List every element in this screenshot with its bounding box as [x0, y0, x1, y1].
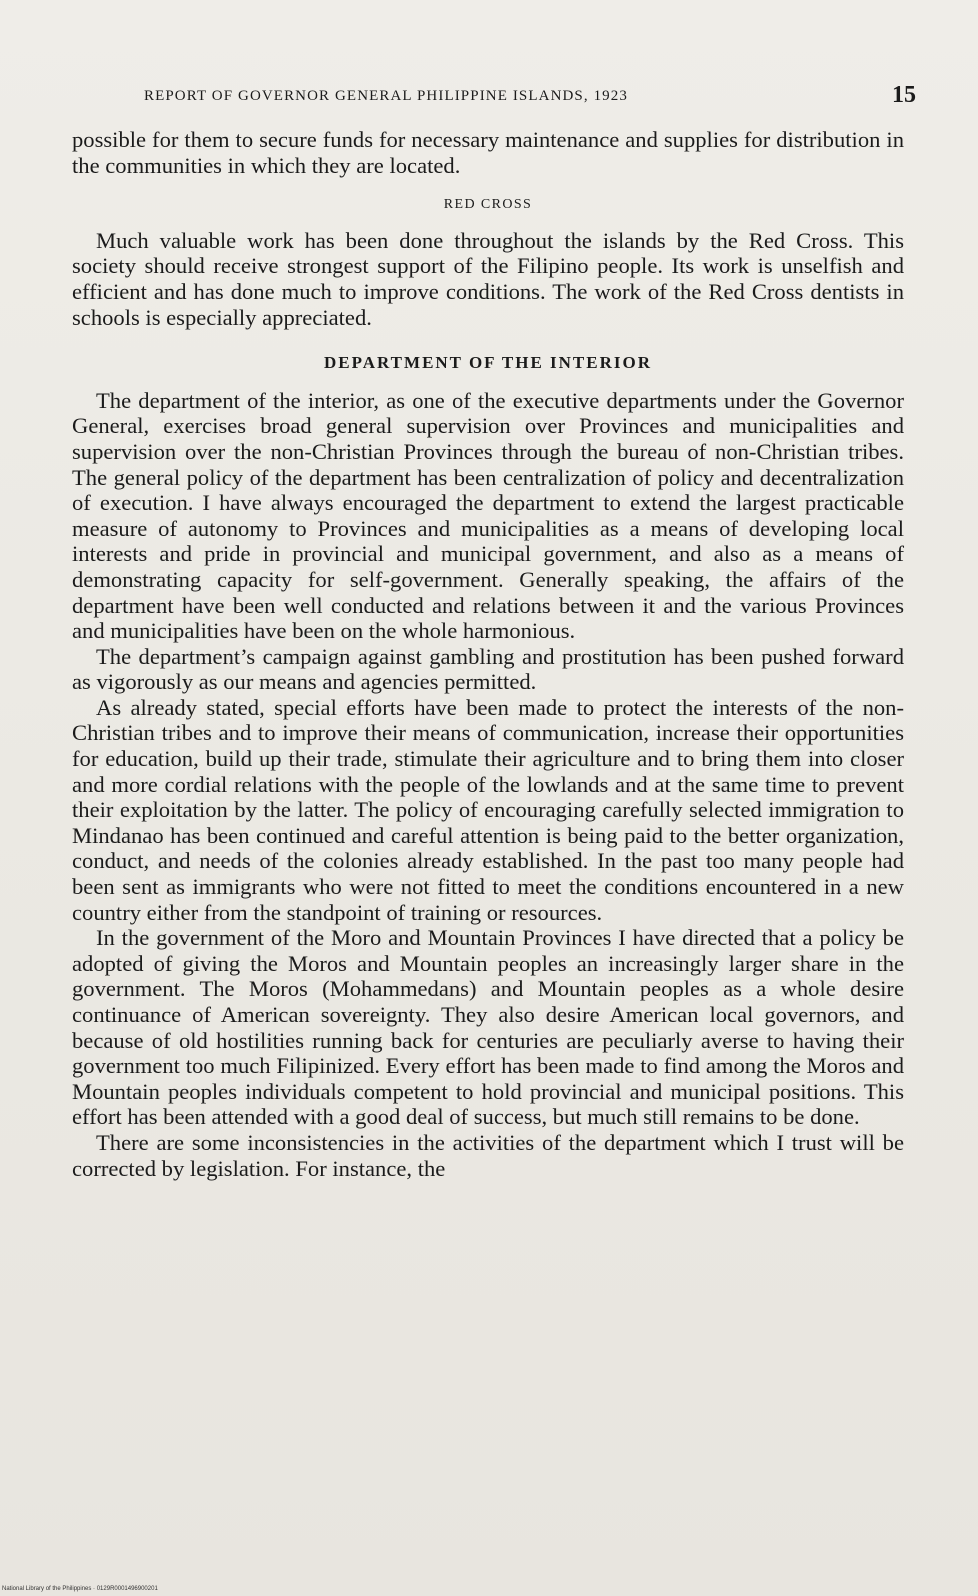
running-head: REPORT OF GOVERNOR GENERAL PHILIPPINE ISLANDS, 1923 — [144, 88, 628, 104]
interior-paragraph-1: The department of the interior, as one of the executive departments under the Governor General, exercises broad general supervision over Provinces and municipalities and supervision over the non-Christian Provinces through the bureau of non-Christian tribes. The general policy of the department has been centralization of policy and decentralization of execution. I have always encouraged the department to extend the largest practicable measure of autonomy to Provinces and municipalities as a means of developing local interests and pride in provincial and municipal government, and also as a means of demonstrating capacity for self-government. Generally speaking, the affairs of the department have been well conducted and relations between it and the various Provinces and municipalities have been on the whole harmonious. — [72, 387, 904, 644]
scan-footer-note: National Library of the Philippines · 0129R0001496900201 — [2, 1586, 158, 1592]
page-number: 15 — [892, 82, 916, 108]
interior-paragraph-4: In the government of the Moro and Mountain Provinces I have directed that a policy be adopted of giving the Moros and Mountain peoples an increasingly larger share in the government. The Moros (Mohammedans) and Mountain peoples as a whole desire continuance of American sovereignty. They also desire American local governors, and because of old hostilities running back for centuries are peculiarly averse to having their government too much Filipinized. Every effort has been made to find among the Moros and Mountain peoples individuals competent to hold provincial and municipal positions. This effort has been attended with a good deal of success, but much still remains to be done. — [72, 925, 904, 1130]
interior-paragraph-5: There are some inconsistencies in the activities of the department which I trust will be corrected by legislation. For instance, the — [72, 1129, 904, 1181]
intro-paragraph: possible for them to secure funds for necessary maintenance and supplies for distribution in the communities in which they are located. — [72, 127, 904, 178]
interior-heading: DEPARTMENT OF THE INTERIOR — [323, 353, 652, 373]
red-cross-paragraph: Much valuable work has been done throughout the islands by the Red Cross. This society should receive strongest support of the Filipino people. Its work is unselfish and efficient and has done much to improve conditions. The work of the Red Cross dentists in schools is especially appreciated. — [72, 227, 904, 330]
page-header — [136, 82, 916, 116]
red-cross-heading: RED CROSS — [443, 197, 533, 213]
interior-paragraph-2: The department’s campaign against gambling and prostitution has been pushed forward as vigorously as our means and agencies permitted. — [72, 643, 904, 695]
interior-paragraph-3: As already stated, special efforts have been made to protect the interests of the non-Christian tribes and to improve their means of communication, increase their opportunities for education, build up their trade, stimulate their agriculture and to bring them into closer and more cordial relations with the people of the lowlands and at the same time to prevent their exploitation by the latter. The policy of encouraging carefully selected immigration to Mindanao has been continued and careful attention is being paid to the better organization, conduct, and needs of the colonies already established. In the past too many people had been sent as immigrants who were not fitted to meet the conditions encountered in a new country either from the standpoint of training or resources. — [72, 694, 904, 925]
page-body — [72, 127, 904, 1181]
